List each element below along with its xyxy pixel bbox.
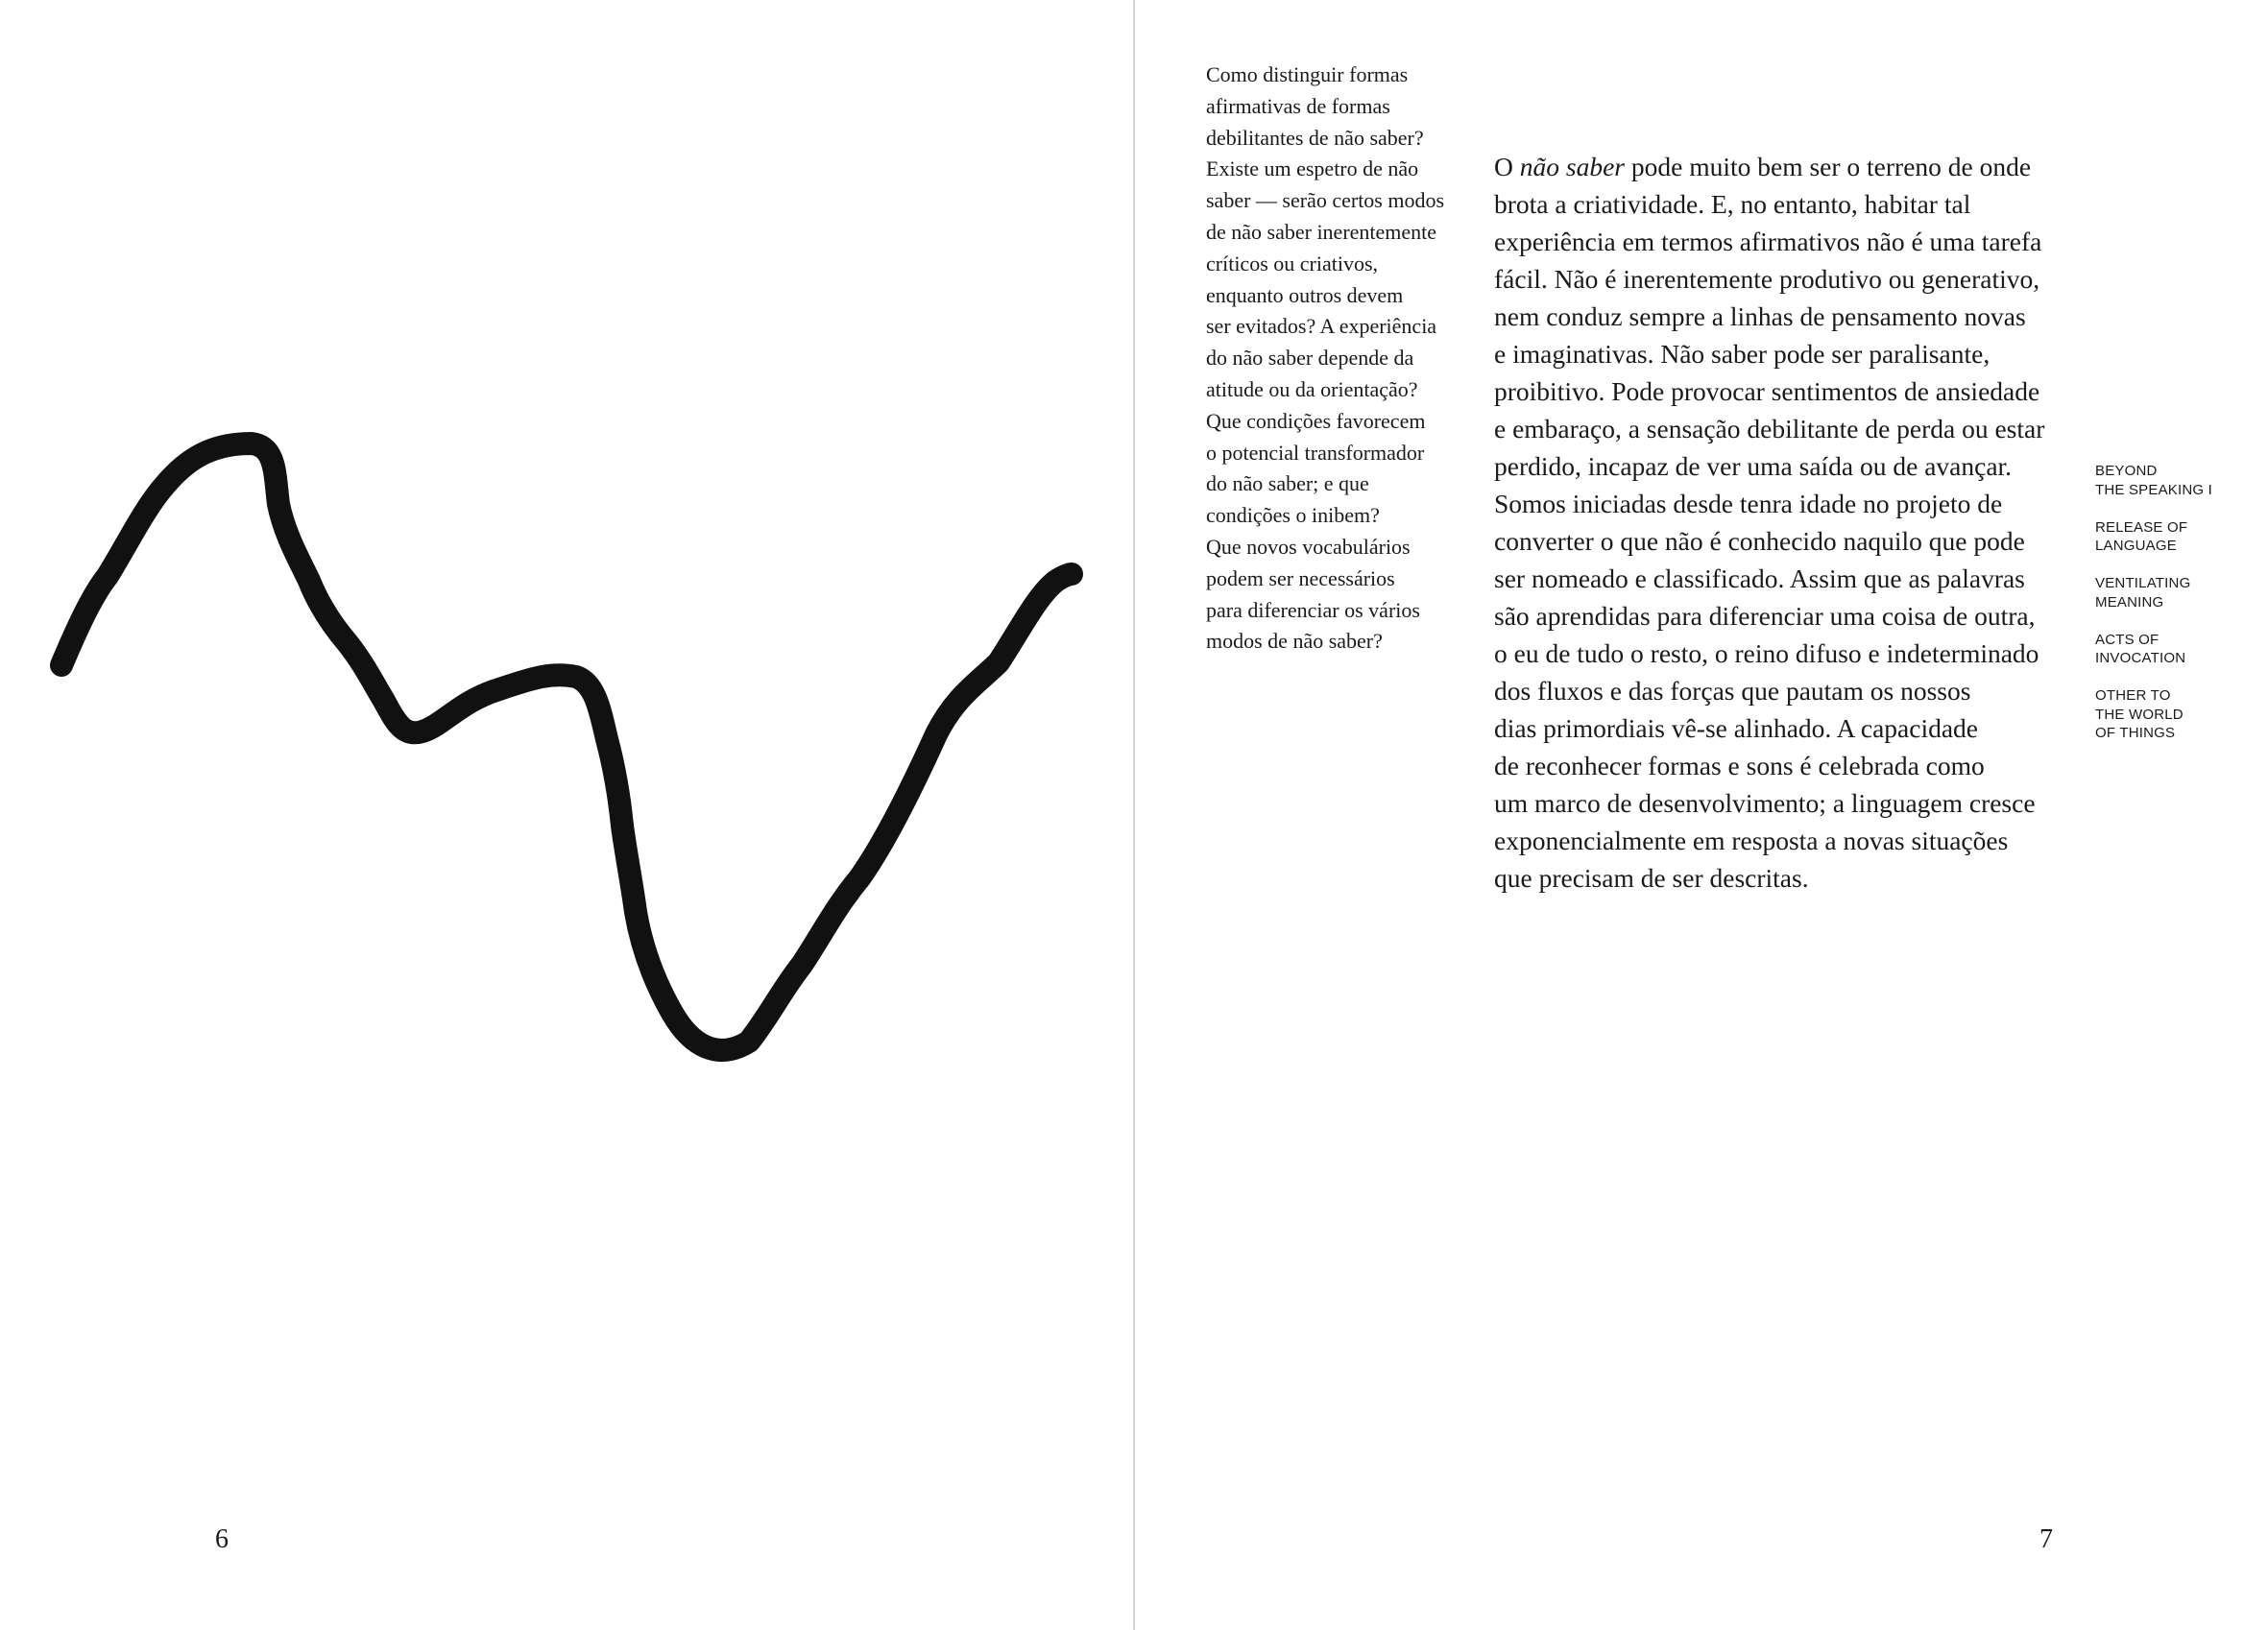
text-line: perdido, incapaz de ver uma saída ou de avançar. (1494, 451, 2013, 481)
toc-line: MEANING (2095, 593, 2164, 611)
text-line: críticos ou criativos, (1206, 251, 1379, 276)
toc-line: OF THINGS (2095, 725, 2176, 741)
text-line: de não saber inerentemente (1206, 219, 1437, 244)
text-line: ser evitados? A experiência (1206, 314, 1437, 339)
text-line: para diferenciar os vários (1206, 597, 1420, 622)
body-paragraph (1494, 148, 2070, 897)
text-line: podem ser necessários (1206, 565, 1395, 590)
toc-line: THE WORLD (2095, 706, 2184, 723)
text-line: de reconhecer formas e sons é celebrada como (1494, 751, 1985, 780)
page-number-right: 7 (2039, 1524, 2053, 1554)
left-page (0, 0, 1133, 1630)
text-line: modos de não saber? (1206, 629, 1383, 654)
toc-line: ACTS OF (2095, 631, 2159, 648)
side-question-text (1206, 60, 1484, 658)
text-line: do não saber; e que (1206, 471, 1369, 496)
toc-line: VENTILATING (2095, 575, 2191, 591)
toc-item-other-to-the-world-of-things (2095, 686, 2258, 743)
page-number-left: 6 (215, 1524, 229, 1554)
text-line: Que novos vocabulários (1206, 534, 1411, 559)
text-line: Como distinguir formas (1206, 62, 1409, 86)
text-line: o potencial transformador (1206, 440, 1425, 465)
toc-line: RELEASE OF (2095, 518, 2188, 536)
text-line: dias primordiais vê-se alinhado. A capacidade (1494, 713, 1978, 743)
text-line: um marco de desenvolvimento; a linguagem cresce (1494, 788, 2036, 818)
text-line: debilitantes de não saber? (1206, 125, 1424, 150)
text-line: converter o que não é conhecido naquilo que pode (1494, 526, 2025, 556)
text-segment: O (1494, 152, 1520, 181)
text-line: do não saber depende da (1206, 346, 1414, 371)
text-line: afirmativas de formas (1206, 93, 1390, 118)
toc-line: OTHER TO (2095, 687, 2171, 704)
text-line: experiência em termos afirmativos não é uma tarefa (1494, 227, 2042, 256)
text-line: exponencialmente em resposta a novas situações (1494, 826, 2009, 855)
toc-item-release-of-language (2095, 518, 2258, 556)
text-line: fácil. Não é inerentemente produtivo ou generativo, (1494, 264, 2040, 294)
toc-line: BEYOND (2095, 463, 2158, 479)
text-line: dos fluxos e das forças que pautam os nossos (1494, 676, 1971, 706)
text-line: que precisam de ser descritas. (1494, 863, 1809, 893)
text-line: Existe um espetro de não (1206, 156, 1419, 181)
text-line: proibitivo. Pode provocar sentimentos de ansiedade (1494, 376, 2040, 406)
toc-item-acts-of-invocation (2095, 631, 2258, 668)
toc-line: THE SPEAKING I (2095, 481, 2212, 498)
toc-line: INVOCATION (2095, 650, 2186, 666)
text-line: e embaraço, a sensação debilitante de perda ou estar (1494, 414, 2045, 443)
right-page (1135, 0, 2268, 1630)
text-line: condições o inibem? (1206, 503, 1380, 528)
text-line: e imaginativas. Não saber pode ser paralisante, (1494, 339, 1991, 369)
text-line: o eu de tudo o resto, o reino difuso e indeterminado (1494, 638, 2039, 668)
text-line: enquanto outros devem (1206, 282, 1404, 307)
section-index (2095, 462, 2258, 761)
text-line: ser nomeado e classificado. Assim que as palavras (1494, 563, 2025, 593)
text-line: Somos iniciadas desde tenra idade no projeto de (1494, 489, 2003, 518)
text-line-first (1494, 148, 2070, 185)
emphasis-term: não saber (1519, 152, 1625, 181)
toc-item-beyond-the-speaking-i (2095, 462, 2258, 499)
text-line: são aprendidas para diferenciar uma coisa de outra, (1494, 601, 2036, 631)
text-line: nem conduz sempre a linhas de pensamento novas (1494, 301, 2026, 331)
wavy-line-illustration (0, 0, 1133, 1630)
text-line: brota a criatividade. E, no entanto, habitar tal (1494, 189, 1971, 219)
text-line: saber — serão certos modos (1206, 188, 1445, 213)
text-segment: pode muito bem ser o terreno de onde (1625, 152, 2032, 181)
toc-item-ventilating-meaning (2095, 574, 2258, 611)
text-line: atitude ou da orientação? (1206, 376, 1418, 401)
text-line: Que condições favorecem (1206, 408, 1426, 433)
toc-line: LANGUAGE (2095, 538, 2177, 554)
